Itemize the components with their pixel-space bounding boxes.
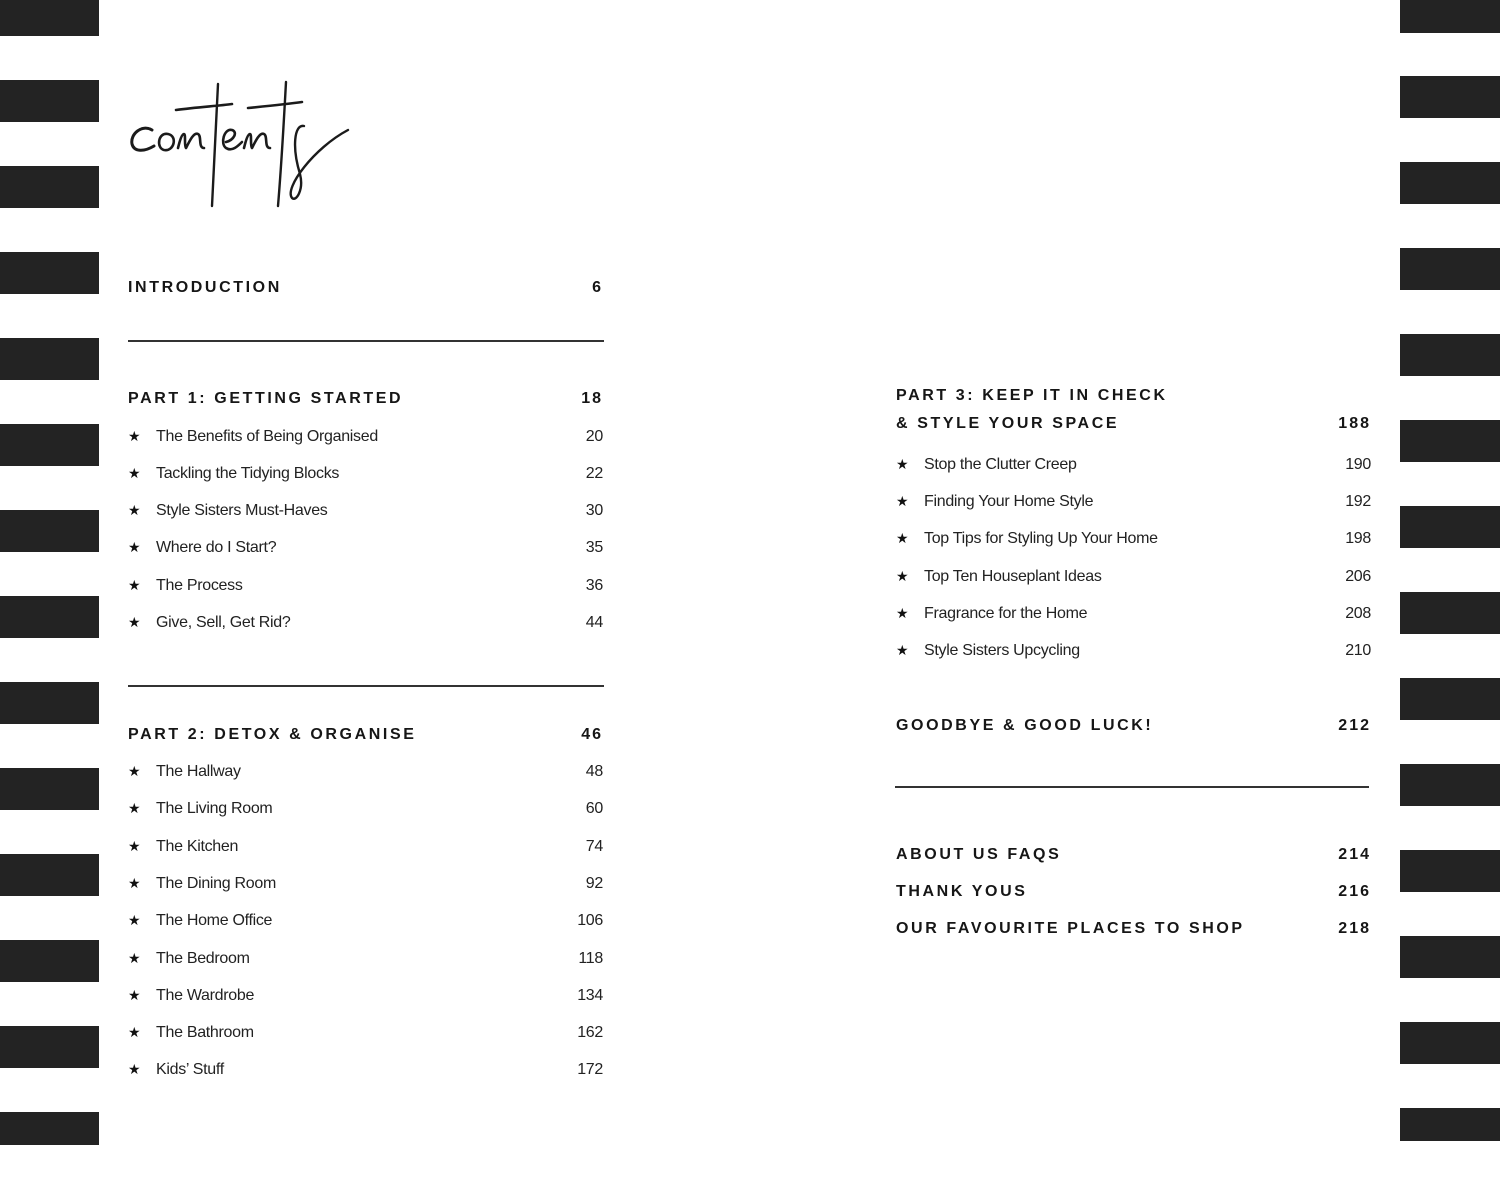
stripe	[1400, 936, 1500, 978]
toc-item[interactable]	[128, 502, 603, 520]
item-label: Stop the Clutter Creep	[924, 456, 1077, 473]
item-label: Where do I Start?	[156, 539, 277, 556]
star-bullet-icon: ★	[128, 1024, 141, 1040]
toc-item[interactable]	[896, 568, 1371, 586]
star-bullet-icon: ★	[128, 763, 141, 779]
page-number: 92	[585, 875, 603, 892]
star-bullet-icon: ★	[128, 465, 141, 481]
toc-item[interactable]	[128, 987, 603, 1005]
toc-item[interactable]	[128, 1061, 603, 1079]
stripe	[0, 424, 99, 466]
toc-entry-part-1[interactable]	[128, 390, 603, 408]
entry-label: GOODBYE & GOOD LUCK!	[896, 717, 1154, 734]
item-label: The Bedroom	[156, 950, 250, 967]
page-number: 106	[577, 912, 603, 929]
toc-entry-introduction[interactable]	[128, 279, 603, 297]
toc-item[interactable]	[128, 838, 603, 856]
page-number: 6	[592, 279, 603, 296]
star-bullet-icon: ★	[896, 568, 909, 584]
stripe	[0, 80, 99, 122]
page-number: 206	[1345, 568, 1371, 585]
divider	[128, 340, 604, 342]
item-label: The Living Room	[156, 800, 273, 817]
page-number: 30	[585, 502, 603, 519]
toc-item[interactable]	[896, 530, 1371, 548]
toc-entry-part-2[interactable]	[128, 726, 603, 744]
stripe	[0, 0, 99, 36]
toc-item[interactable]	[896, 493, 1371, 511]
stripe	[0, 854, 99, 896]
page-number: 216	[1338, 883, 1371, 900]
page-number: 118	[578, 950, 603, 967]
star-bullet-icon: ★	[128, 502, 141, 518]
page-number: 20	[585, 428, 603, 445]
star-bullet-icon: ★	[896, 642, 909, 658]
toc-item[interactable]	[128, 800, 603, 818]
stripe	[1400, 420, 1500, 462]
toc-item[interactable]	[128, 577, 603, 595]
stripe	[1400, 334, 1500, 376]
page-number: 134	[577, 987, 603, 1004]
item-label: The Wardrobe	[156, 987, 255, 1004]
page-number: 44	[585, 614, 603, 631]
toc-item[interactable]	[128, 1024, 603, 1042]
star-bullet-icon: ★	[128, 614, 141, 630]
item-label: The Kitchen	[156, 838, 239, 855]
item-label: Finding Your Home Style	[924, 493, 1094, 510]
stripe	[1400, 1108, 1500, 1141]
item-label: The Bathroom	[156, 1024, 254, 1041]
toc-entry-places-to-shop[interactable]	[896, 920, 1371, 938]
page-number: 60	[585, 800, 603, 817]
star-bullet-icon: ★	[128, 1061, 141, 1077]
stripe	[1400, 1022, 1500, 1064]
page-number: 172	[577, 1061, 603, 1078]
toc-item[interactable]	[128, 465, 603, 483]
toc-item[interactable]	[128, 539, 603, 557]
page-number: 18	[581, 390, 603, 407]
star-bullet-icon: ★	[128, 539, 141, 555]
item-label: The Process	[156, 577, 243, 594]
entry-label: & STYLE YOUR SPACE	[896, 415, 1120, 432]
page-number: 48	[585, 763, 603, 780]
item-label: Kids’ Stuff	[156, 1061, 224, 1078]
stripe	[0, 596, 99, 638]
page-number: 46	[581, 726, 603, 743]
page-number: 208	[1345, 605, 1371, 622]
entry-label: ABOUT US FAQS	[896, 846, 1062, 863]
stripe	[0, 940, 99, 982]
star-bullet-icon: ★	[128, 950, 141, 966]
toc-item[interactable]	[128, 428, 603, 446]
item-label: The Hallway	[156, 763, 241, 780]
item-label: The Benefits of Being Organised	[156, 428, 378, 445]
toc-item[interactable]	[128, 950, 603, 968]
star-bullet-icon: ★	[896, 530, 909, 546]
toc-entry-part-3[interactable]	[896, 415, 1371, 433]
page-number: 35	[585, 539, 603, 556]
stripe	[1400, 506, 1500, 548]
page-number: 198	[1345, 530, 1371, 547]
item-label: Tackling the Tidying Blocks	[156, 465, 340, 482]
stripe	[1400, 592, 1500, 634]
toc-item[interactable]	[128, 763, 603, 781]
stripe	[1400, 76, 1500, 118]
stripe	[0, 1112, 99, 1145]
page-number: 74	[585, 838, 603, 855]
stripe	[0, 768, 99, 810]
page-number: 36	[585, 577, 603, 594]
entry-label: PART 3: KEEP IT IN CHECK	[896, 387, 1168, 404]
toc-left-column	[128, 0, 604, 1178]
divider	[895, 786, 1369, 788]
star-bullet-icon: ★	[896, 493, 909, 509]
item-label: Fragrance for the Home	[924, 605, 1088, 622]
stripe	[0, 510, 99, 552]
entry-label: THANK YOUS	[896, 883, 1028, 900]
item-label: Top Tips for Styling Up Your Home	[924, 530, 1158, 547]
divider	[128, 685, 604, 687]
stripe	[0, 682, 99, 724]
star-bullet-icon: ★	[896, 456, 909, 472]
star-bullet-icon: ★	[896, 605, 909, 621]
page-number: 162	[577, 1024, 603, 1041]
toc-entry-about-us[interactable]	[896, 846, 1371, 864]
item-label: Give, Sell, Get Rid?	[156, 614, 291, 631]
page-number: 192	[1345, 493, 1371, 510]
stripe	[0, 166, 99, 208]
toc-right-column	[896, 0, 1372, 1178]
stripe	[1400, 850, 1500, 892]
star-bullet-icon: ★	[128, 875, 141, 891]
page-number: 218	[1338, 920, 1371, 937]
entry-label: INTRODUCTION	[128, 279, 282, 296]
entry-label: PART 1: GETTING STARTED	[128, 390, 404, 407]
toc-item[interactable]	[128, 875, 603, 893]
star-bullet-icon: ★	[128, 428, 141, 444]
right-stripe-border	[1400, 0, 1500, 1178]
item-label: Style Sisters Must-Haves	[156, 502, 328, 519]
page-number: 210	[1345, 642, 1371, 659]
page-number: 190	[1345, 456, 1371, 473]
toc-entry-thank-yous[interactable]	[896, 883, 1371, 901]
item-label: Top Ten Houseplant Ideas	[924, 568, 1102, 585]
toc-entry-goodbye[interactable]	[896, 717, 1371, 735]
stripe	[1400, 678, 1500, 720]
page-number: 214	[1338, 846, 1371, 863]
item-label: The Dining Room	[156, 875, 277, 892]
toc-item[interactable]	[128, 912, 603, 930]
entry-label: PART 2: DETOX & ORGANISE	[128, 726, 417, 743]
entry-label: OUR FAVOURITE PLACES TO SHOP	[896, 920, 1245, 937]
stripe	[0, 338, 99, 380]
page-number: 188	[1338, 415, 1371, 432]
stripe	[1400, 162, 1500, 204]
stripe	[1400, 248, 1500, 290]
stripe	[1400, 0, 1500, 33]
item-label: The Home Office	[156, 912, 273, 929]
page-number: 212	[1338, 717, 1371, 734]
stripe	[0, 252, 99, 294]
star-bullet-icon: ★	[128, 987, 141, 1003]
toc-item[interactable]	[128, 614, 603, 632]
stripe	[1400, 764, 1500, 806]
item-label: Style Sisters Upcycling	[924, 642, 1080, 659]
star-bullet-icon: ★	[128, 577, 141, 593]
star-bullet-icon: ★	[128, 912, 141, 928]
toc-item[interactable]	[896, 456, 1371, 474]
toc-item[interactable]	[896, 605, 1371, 623]
toc-entry-part-3-line1[interactable]	[896, 387, 1371, 405]
star-bullet-icon: ★	[128, 800, 141, 816]
left-stripe-border	[0, 0, 99, 1178]
star-bullet-icon: ★	[128, 838, 141, 854]
toc-item[interactable]	[896, 642, 1371, 660]
stripe	[0, 1026, 99, 1068]
page-number: 22	[585, 465, 603, 482]
